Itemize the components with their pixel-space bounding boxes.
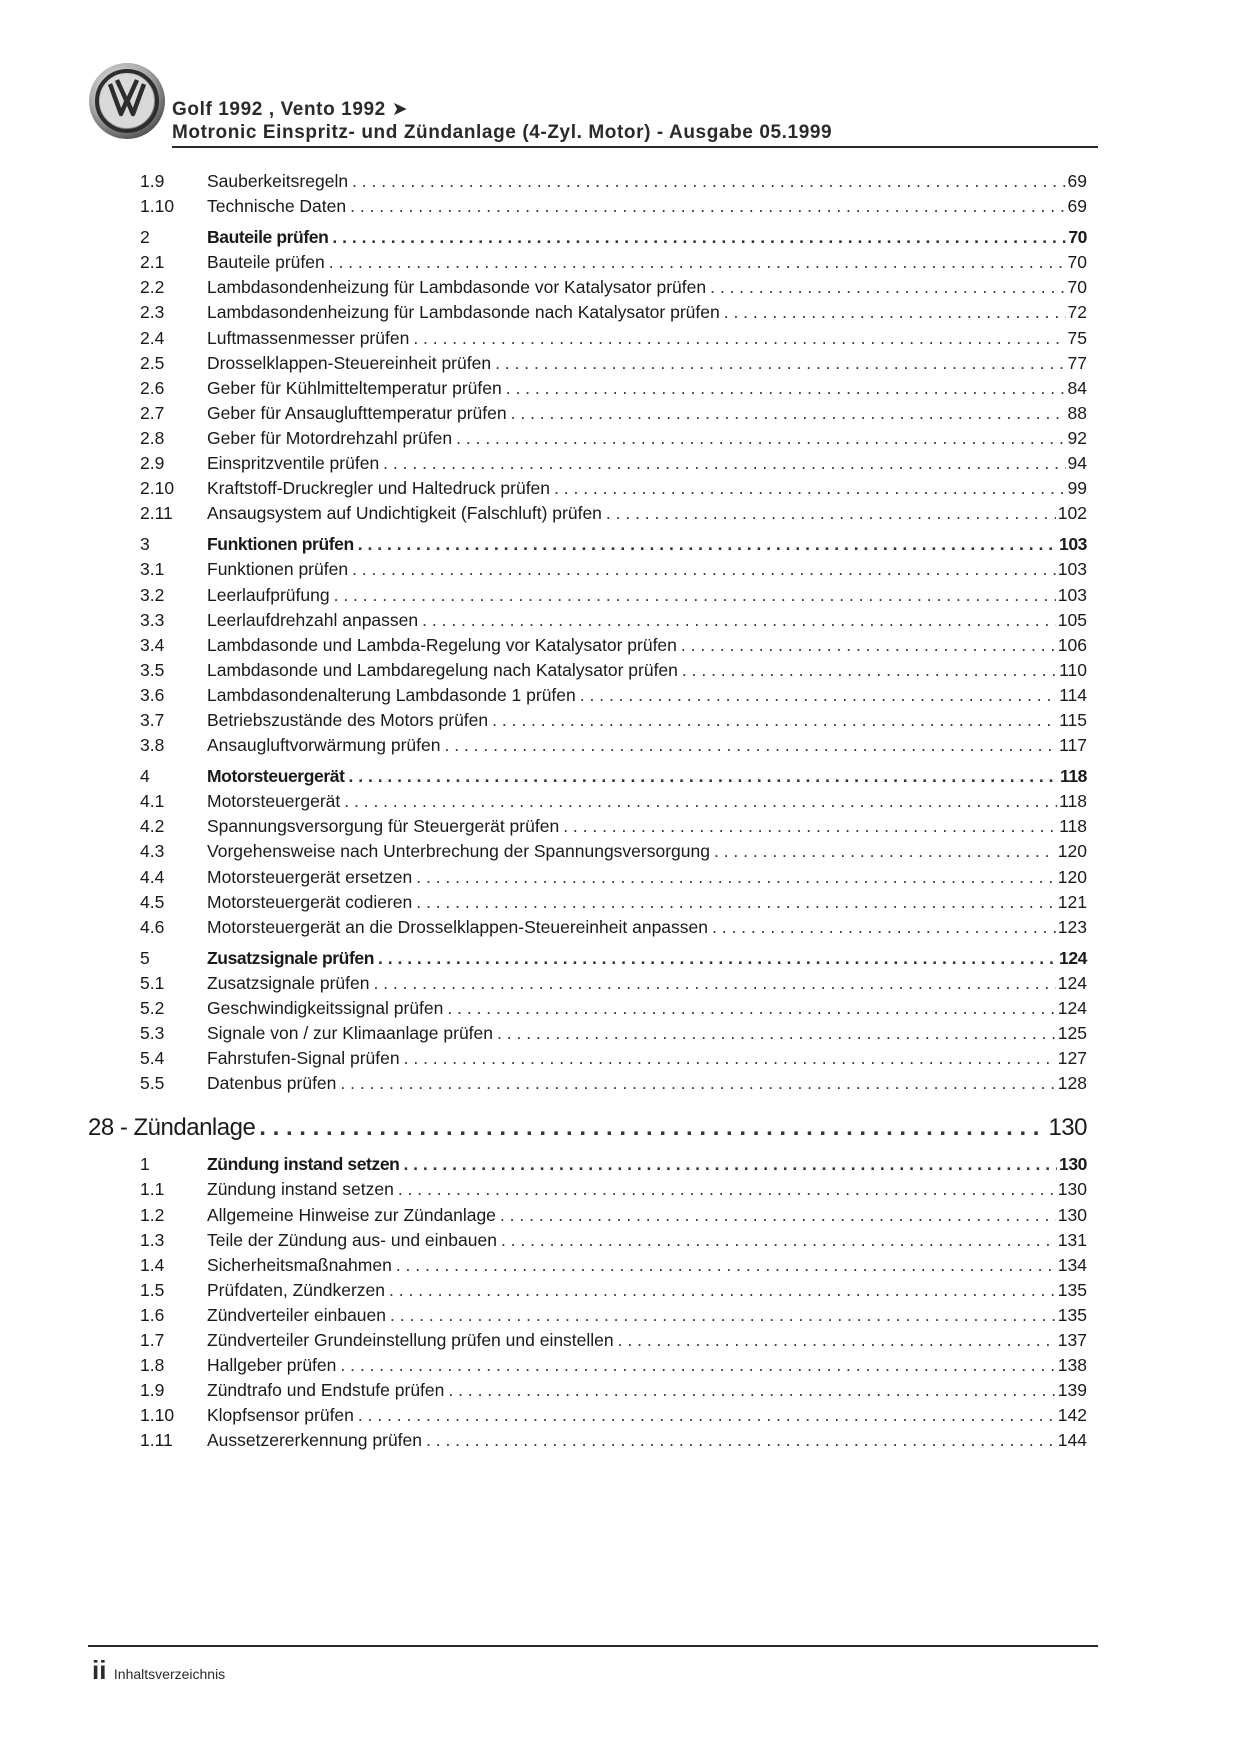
- dot-leader: [389, 1278, 1056, 1303]
- dot-leader: [563, 814, 1057, 839]
- toc-section[interactable]: [0, 225, 1240, 250]
- toc-entry-number: 2.1: [140, 252, 165, 273]
- toc-entry-page: 106: [1057, 634, 1087, 655]
- toc-entry[interactable]: [0, 839, 1240, 864]
- toc-entry-title: Luftmassenmesser prüfen: [207, 327, 410, 348]
- toc-entry-number: 1.7: [140, 1330, 165, 1351]
- toc-entry[interactable]: [0, 1428, 1240, 1453]
- toc-entry-number: 1.3: [140, 1229, 165, 1250]
- toc-entry-page: 117: [1059, 735, 1087, 756]
- toc-entry-title: Ansaugluftvorwärmung prüfen: [207, 735, 441, 756]
- toc-entry-page: 118: [1059, 816, 1087, 837]
- toc-entry-title: Bauteile prüfen: [207, 227, 329, 248]
- toc-entry-title: Motorsteuergerät: [207, 791, 341, 812]
- toc-entry-page: 70: [1067, 277, 1087, 298]
- toc-entry[interactable]: [0, 996, 1240, 1021]
- toc-entry-title: Vorgehensweise nach Unterbrechung der Spannungsversorgung: [207, 841, 710, 862]
- toc-entry-number: 1.10: [140, 1405, 175, 1426]
- toc-entry-number: 5.1: [140, 972, 165, 993]
- toc-entry-title: Leerlaufprüfung: [207, 584, 330, 605]
- toc-entry-number: 5: [140, 947, 150, 968]
- toc-entry-title: Bauteile prüfen: [207, 252, 325, 273]
- toc-entry-title: Zusatzsignale prüfen: [207, 947, 375, 968]
- dot-leader: [606, 501, 1056, 526]
- dot-leader: [350, 194, 1065, 219]
- toc-entry-title: Leerlaufdrehzahl anpassen: [207, 609, 419, 630]
- toc-entry-number: 3.6: [140, 684, 165, 705]
- toc-entry-number: 1.1: [140, 1179, 165, 1200]
- toc-entry[interactable]: [0, 300, 1240, 325]
- toc-entry-title: Lambdasonde und Lambda-Regelung vor Katalysator prüfen: [207, 634, 677, 655]
- toc-entry-page: 130: [1059, 1154, 1087, 1175]
- toc-entry-page: 115: [1059, 709, 1087, 730]
- dot-leader: [422, 608, 1056, 633]
- toc-section[interactable]: [0, 764, 1240, 789]
- toc-entry-title: Drosselklappen-Steuereinheit prüfen: [207, 352, 492, 373]
- toc-entry-page: 130: [1057, 1179, 1087, 1200]
- dot-leader: [416, 865, 1056, 890]
- toc-entry-number: 1.9: [140, 171, 165, 191]
- toc-entry-title: Aussetzererkennung prüfen: [207, 1430, 422, 1451]
- toc-entry-page: 130: [1048, 1114, 1087, 1142]
- dot-leader: [352, 557, 1056, 582]
- toc-entry-page: 125: [1057, 1023, 1087, 1044]
- toc-entry-title: Hallgeber prüfen: [207, 1355, 337, 1376]
- page-number: ii: [92, 1655, 107, 1685]
- toc-entry[interactable]: [0, 1021, 1240, 1046]
- toc-entry-number: 4.2: [140, 816, 165, 837]
- toc-section[interactable]: [0, 946, 1240, 971]
- toc-entry-number: 2.11: [140, 503, 173, 524]
- toc-entry-page: 124: [1057, 972, 1087, 993]
- toc-entry-number: 2.9: [140, 453, 165, 474]
- toc-entry-number: 4: [140, 766, 150, 787]
- toc-entry[interactable]: [0, 971, 1240, 996]
- dot-leader: [340, 1071, 1055, 1096]
- toc-entry-number: 5.5: [140, 1073, 165, 1094]
- toc-chapter[interactable]: [0, 1110, 1240, 1146]
- toc-entry-page: 135: [1057, 1304, 1087, 1325]
- dot-leader: [724, 300, 1066, 325]
- toc-entry-page: 88: [1067, 402, 1087, 423]
- toc-entry-page: 69: [1067, 171, 1087, 191]
- dot-leader: [712, 915, 1056, 940]
- toc-entry-number: 5.2: [140, 998, 165, 1018]
- dot-leader: [373, 971, 1055, 996]
- toc-entry-number: 2.2: [140, 277, 165, 298]
- toc-entry[interactable]: [0, 789, 1240, 814]
- toc-entry-page: 134: [1057, 1254, 1087, 1275]
- toc-entry-title: Zündtrafo und Endstufe prüfen: [207, 1380, 445, 1401]
- dot-leader: [511, 401, 1066, 426]
- toc-entry-page: 118: [1059, 791, 1087, 812]
- toc-entry[interactable]: [0, 583, 1240, 608]
- dot-leader: [710, 275, 1065, 300]
- toc-entry-number: 1.5: [140, 1279, 165, 1300]
- toc-entry-page: 120: [1057, 841, 1087, 862]
- toc-entry-title: Technische Daten: [207, 196, 347, 217]
- dot-leader: [378, 946, 1057, 971]
- toc-entry-number: 1.2: [140, 1204, 165, 1225]
- dot-leader: [492, 708, 1057, 733]
- toc-entry-number: 1: [140, 1154, 150, 1175]
- toc-entry-title: 28 - Zündanlage: [88, 1114, 256, 1142]
- toc-entry[interactable]: [0, 557, 1240, 582]
- toc-entry-page: 137: [1057, 1330, 1087, 1351]
- toc-section[interactable]: [0, 1152, 1240, 1177]
- toc-entry-page: 123: [1057, 916, 1087, 937]
- toc-entry-number: 3.5: [140, 659, 165, 680]
- toc-entry-page: 120: [1057, 866, 1087, 887]
- toc-entry-number: 1.11: [140, 1430, 173, 1451]
- toc-entry-title: Zusatzsignale prüfen: [207, 972, 370, 993]
- dot-leader: [334, 583, 1056, 608]
- toc-entry-number: 5.3: [140, 1023, 165, 1044]
- toc-entry-page: 92: [1067, 427, 1087, 448]
- dot-leader: [344, 789, 1057, 814]
- toc-entry-title: Spannungsversorgung für Steuergerät prüfen: [207, 816, 560, 837]
- toc-section[interactable]: [0, 532, 1240, 557]
- toc-entry-number: 4.6: [140, 916, 165, 937]
- dot-leader: [383, 451, 1065, 476]
- toc-entry[interactable]: [0, 275, 1240, 300]
- toc-entry[interactable]: [0, 169, 1240, 194]
- dot-leader: [403, 1152, 1057, 1177]
- toc-entry-title: Ansaugsystem auf Undichtigkeit (Falschluft) prüfen: [207, 503, 602, 524]
- toc-entry[interactable]: [0, 1328, 1240, 1353]
- dot-leader: [497, 1021, 1056, 1046]
- toc-entry-number: 2.10: [140, 478, 175, 499]
- toc-entry-number: 3.2: [140, 584, 165, 605]
- toc-entry-number: 3.7: [140, 709, 165, 730]
- dot-leader: [352, 169, 1065, 194]
- toc-entry[interactable]: [0, 1203, 1240, 1228]
- toc-entry-number: 5.4: [140, 1048, 165, 1069]
- dot-leader: [447, 996, 1055, 1021]
- toc-entry-title: Motorsteuergerät: [207, 766, 345, 787]
- toc-entry[interactable]: [0, 633, 1240, 658]
- toc-entry[interactable]: [0, 501, 1240, 526]
- toc-entry-number: 1.10: [140, 196, 175, 217]
- toc-entry-number: 2.6: [140, 377, 165, 398]
- toc-entry[interactable]: [0, 1046, 1240, 1071]
- dot-leader: [396, 1253, 1056, 1278]
- toc-entry-title: Signale von / zur Klimaanlage prüfen: [207, 1023, 494, 1044]
- document-title: Golf 1992 , Vento 1992 ➤: [172, 99, 409, 120]
- toc-entry[interactable]: [0, 351, 1240, 376]
- footer-divider: [88, 1645, 1098, 1647]
- toc-entry-page: 75: [1067, 327, 1087, 348]
- toc-entry-title: Einspritzventile prüfen: [207, 453, 380, 474]
- toc-entry-page: 94: [1067, 453, 1087, 474]
- toc-entry-page: 124: [1057, 998, 1087, 1018]
- dot-leader: [501, 1228, 1056, 1253]
- dot-leader: [332, 225, 1066, 250]
- toc-entry-number: 3.8: [140, 735, 165, 756]
- toc-entry-number: 3: [140, 534, 150, 555]
- toc-entry[interactable]: [0, 250, 1240, 275]
- toc-entry-page: 135: [1057, 1279, 1087, 1300]
- toc-entry-title: Geber für Ansauglufttemperatur prüfen: [207, 402, 507, 423]
- toc-entry-title: Motorsteuergerät ersetzen: [207, 866, 413, 887]
- dot-leader: [358, 532, 1057, 557]
- toc-entry[interactable]: [0, 1071, 1240, 1096]
- toc-entry-page: 130: [1057, 1204, 1087, 1225]
- toc-entry[interactable]: [0, 1378, 1240, 1403]
- toc-entry-page: 131: [1057, 1229, 1087, 1250]
- toc-entry-page: 70: [1067, 252, 1087, 273]
- header-divider: [172, 146, 1098, 148]
- dot-leader: [398, 1177, 1056, 1202]
- dot-leader: [682, 658, 1057, 683]
- dot-leader: [580, 683, 1057, 708]
- toc-entry-page: 77: [1067, 352, 1087, 373]
- toc-entry[interactable]: [0, 915, 1240, 940]
- toc-entry-page: 142: [1057, 1405, 1087, 1426]
- toc-entry-page: 127: [1057, 1048, 1087, 1069]
- dot-leader: [413, 326, 1065, 351]
- toc-entry-number: 2.8: [140, 427, 165, 448]
- toc-entry-page: 70: [1068, 227, 1087, 248]
- toc-entry-number: 3.3: [140, 609, 165, 630]
- page-footer: [92, 1655, 225, 1686]
- dot-leader: [340, 1353, 1055, 1378]
- toc-entry[interactable]: [0, 376, 1240, 401]
- toc-entry-title: Geschwindigkeitssignal prüfen: [207, 998, 444, 1018]
- toc-entry-title: Teile der Zündung aus- und einbauen: [207, 1229, 497, 1250]
- toc-entry-page: 105: [1057, 609, 1087, 630]
- toc-entry-page: 114: [1059, 684, 1087, 705]
- toc-entry[interactable]: [0, 476, 1240, 501]
- toc-entry[interactable]: [0, 814, 1240, 839]
- toc-entry-page: 103: [1059, 534, 1087, 555]
- toc-entry-number: 1.4: [140, 1254, 165, 1275]
- toc-entry[interactable]: [0, 1403, 1240, 1428]
- toc-entry-title: Geber für Motordrehzahl prüfen: [207, 427, 453, 448]
- dot-leader: [618, 1328, 1056, 1353]
- toc-entry[interactable]: [0, 1278, 1240, 1303]
- toc-entry-number: 4.1: [140, 791, 165, 812]
- toc-entry-title: Prüfdaten, Zündkerzen: [207, 1279, 386, 1300]
- toc-entry[interactable]: [0, 1228, 1240, 1253]
- toc-entry-title: Allgemeine Hinweise zur Zündanlage: [207, 1204, 496, 1225]
- dot-leader: [444, 733, 1057, 758]
- toc-entry[interactable]: [0, 1303, 1240, 1328]
- toc-entry-number: 1.8: [140, 1355, 165, 1376]
- toc-entry[interactable]: [0, 451, 1240, 476]
- toc-entry[interactable]: [0, 733, 1240, 758]
- toc-entry-page: 118: [1059, 766, 1087, 787]
- toc-entry-page: 121: [1057, 891, 1087, 912]
- toc-entry-number: 2.3: [140, 302, 165, 323]
- toc-entry[interactable]: [0, 658, 1240, 683]
- toc-entry-number: 4.4: [140, 866, 165, 887]
- toc-entry-title: Zündverteiler einbauen: [207, 1304, 387, 1325]
- toc-entry-page: 138: [1057, 1355, 1087, 1376]
- toc-entry[interactable]: [0, 1353, 1240, 1378]
- toc-entry-page: 102: [1057, 503, 1087, 524]
- dot-leader: [714, 839, 1056, 864]
- table-of-contents: [0, 169, 1240, 1454]
- toc-entry-number: 3.1: [140, 559, 165, 580]
- toc-entry-page: 124: [1059, 947, 1087, 968]
- dot-leader: [259, 1110, 1046, 1146]
- toc-entry-number: 2: [140, 227, 150, 248]
- toc-entry-title: Funktionen prüfen: [207, 559, 349, 580]
- toc-entry[interactable]: [0, 426, 1240, 451]
- toc-entry[interactable]: [0, 683, 1240, 708]
- dot-leader: [448, 1378, 1055, 1403]
- toc-entry[interactable]: [0, 194, 1240, 219]
- toc-entry-number: 3.4: [140, 634, 165, 655]
- toc-entry-number: 1.6: [140, 1304, 165, 1325]
- toc-entry-title: Datenbus prüfen: [207, 1073, 337, 1094]
- toc-entry-page: 144: [1057, 1430, 1087, 1451]
- toc-entry-title: Lambdasondenheizung für Lambdasonde nach Katalysator prüfen: [207, 302, 720, 323]
- toc-entry[interactable]: [0, 1253, 1240, 1278]
- toc-entry-number: 2.5: [140, 352, 165, 373]
- toc-entry[interactable]: [0, 890, 1240, 915]
- toc-entry-page: 103: [1057, 584, 1087, 605]
- toc-entry[interactable]: [0, 1177, 1240, 1202]
- dot-leader: [358, 1403, 1056, 1428]
- toc-entry-page: 103: [1057, 559, 1087, 580]
- dot-leader: [349, 764, 1058, 789]
- dot-leader: [506, 376, 1066, 401]
- toc-entry-title: Sauberkeitsregeln: [207, 171, 349, 191]
- toc-entry-title: Zündung instand setzen: [207, 1154, 400, 1175]
- toc-entry-title: Betriebszustände des Motors prüfen: [207, 709, 489, 730]
- toc-entry-page: 84: [1067, 377, 1087, 398]
- toc-entry-page: 72: [1067, 302, 1087, 323]
- dot-leader: [554, 476, 1066, 501]
- toc-entry-title: Motorsteuergerät codieren: [207, 891, 413, 912]
- toc-entry-title: Geber für Kühlmitteltemperatur prüfen: [207, 377, 502, 398]
- toc-entry-title: Lambdasondenalterung Lambdasonde 1 prüfen: [207, 684, 576, 705]
- dot-leader: [681, 633, 1056, 658]
- dot-leader: [500, 1203, 1056, 1228]
- dot-leader: [416, 890, 1056, 915]
- toc-entry-page: 128: [1057, 1073, 1087, 1094]
- dot-leader: [329, 250, 1066, 275]
- toc-entry-title: Klopfsensor prüfen: [207, 1405, 354, 1426]
- toc-entry-title: Kraftstoff-Druckregler und Haltedruck prüfen: [207, 478, 551, 499]
- toc-entry[interactable]: [0, 326, 1240, 351]
- toc-entry-number: 1.9: [140, 1380, 165, 1401]
- toc-entry[interactable]: [0, 708, 1240, 733]
- toc-entry-number: 2.4: [140, 327, 165, 348]
- toc-entry-number: 4.3: [140, 841, 165, 862]
- toc-entry-title: Fahrstufen-Signal prüfen: [207, 1048, 400, 1069]
- toc-entry-number: 4.5: [140, 891, 165, 912]
- dot-leader: [495, 351, 1065, 376]
- vw-logo-icon: [88, 62, 166, 140]
- toc-entry[interactable]: [0, 401, 1240, 426]
- toc-entry-title: Funktionen prüfen: [207, 534, 354, 555]
- toc-entry-page: 99: [1067, 478, 1087, 499]
- dot-leader: [390, 1303, 1056, 1328]
- document-subtitle: Motronic Einspritz- und Zündanlage (4-Zyl. Motor) - Ausgabe 05.1999: [172, 122, 833, 143]
- toc-entry[interactable]: [0, 865, 1240, 890]
- toc-entry-page: 110: [1059, 659, 1087, 680]
- toc-entry-page: 139: [1057, 1380, 1087, 1401]
- toc-entry[interactable]: [0, 608, 1240, 633]
- toc-entry-title: Zündung instand setzen: [207, 1179, 394, 1200]
- toc-entry-title: Sicherheitsmaßnahmen: [207, 1254, 392, 1275]
- dot-leader: [426, 1428, 1056, 1453]
- toc-entry-page: 69: [1067, 196, 1087, 217]
- dot-leader: [404, 1046, 1056, 1071]
- footer-label: Inhaltsverzeichnis: [113, 1666, 226, 1682]
- toc-entry-number: 2.7: [140, 402, 165, 423]
- toc-entry-title: Lambdasondenheizung für Lambdasonde vor Katalysator prüfen: [207, 277, 707, 298]
- page-header: [88, 62, 1098, 150]
- toc-entry-title: Motorsteuergerät an die Drosselklappen-Steuereinheit anpassen: [207, 916, 708, 937]
- dot-leader: [456, 426, 1065, 451]
- toc-entry-title: Zündverteiler Grundeinstellung prüfen und einstellen: [207, 1330, 614, 1351]
- toc-entry-title: Lambdasonde und Lambdaregelung nach Katalysator prüfen: [207, 659, 678, 680]
